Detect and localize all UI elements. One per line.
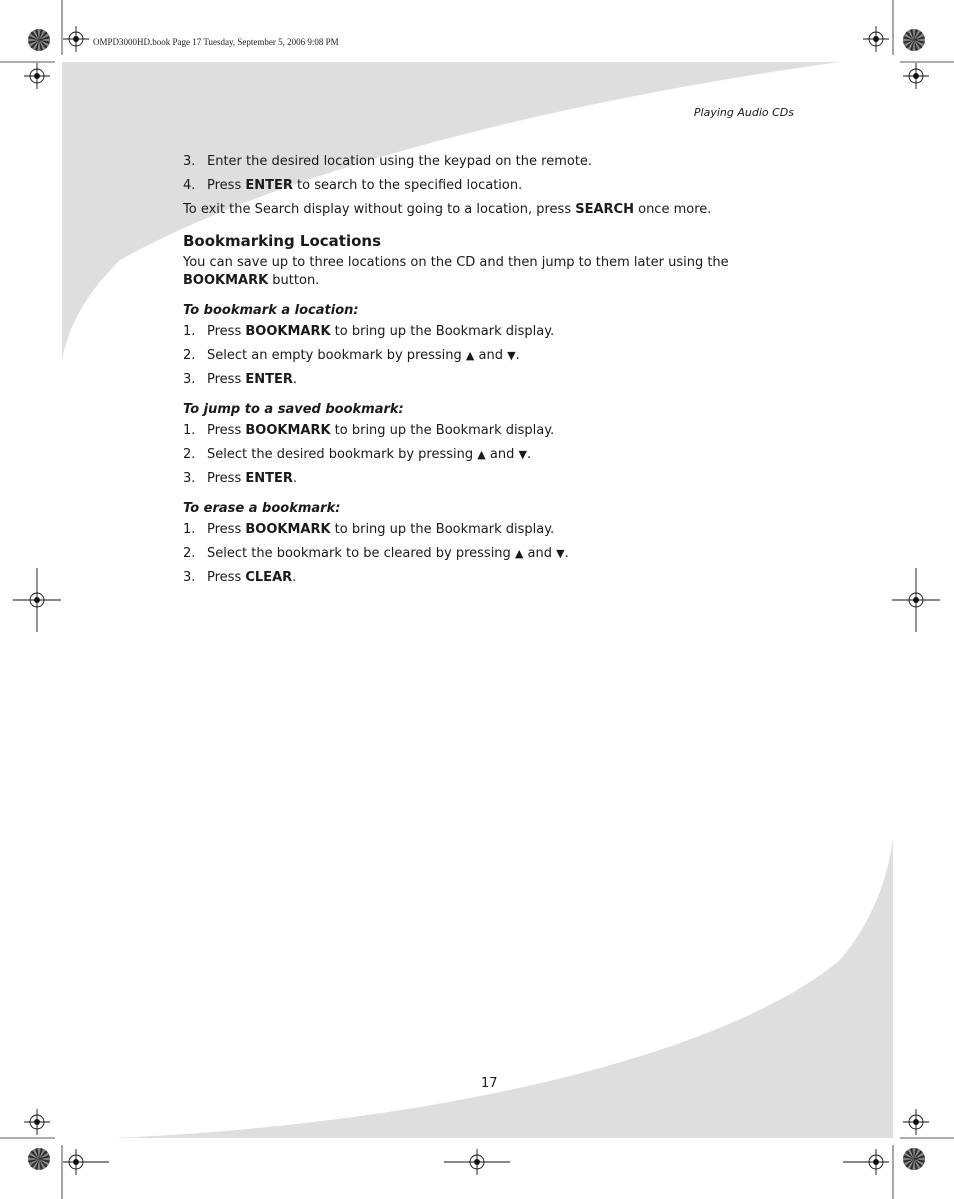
- step-text: .: [515, 348, 520, 363]
- page-number: 17: [481, 1076, 498, 1091]
- step-text: and: [485, 447, 519, 462]
- step-text: Press: [207, 471, 246, 486]
- step-text: Enter the desired location using the keypad on the remote.: [207, 154, 593, 169]
- key-name: BOOKMARK: [245, 522, 331, 537]
- step-text: to bring up the Bookmark display.: [330, 522, 555, 537]
- step-text: to bring up the Bookmark display.: [330, 324, 555, 339]
- step-text: .: [564, 546, 569, 561]
- step-number: 4.: [183, 178, 196, 193]
- step-text: .: [292, 372, 298, 387]
- intro-text: button.: [268, 273, 320, 288]
- list-item: [183, 545, 803, 563]
- procedure-title: To bookmark a location:: [183, 303, 359, 318]
- registration-mark-icon: [63, 1149, 109, 1175]
- step-number: 2.: [183, 447, 196, 462]
- step-text: to bring up the Bookmark display.: [330, 423, 555, 438]
- running-head: Playing Audio CDs: [693, 106, 794, 119]
- bottom-swoosh: [115, 838, 893, 1138]
- step-number: 1.: [183, 324, 196, 339]
- step-text: Press: [207, 372, 246, 387]
- down-arrow-icon: ▼: [507, 349, 516, 362]
- registration-mark-icon: [863, 26, 889, 52]
- print-slug: OMPD3000HD.book Page 17 Tuesday, September 5, 2006 9:08 PM: [93, 37, 339, 47]
- step-number: 2.: [183, 348, 196, 363]
- procedure-erase: [183, 500, 803, 587]
- procedure-bookmark: [183, 302, 803, 389]
- key-name: BOOKMARK: [245, 423, 331, 438]
- list-item: [183, 323, 803, 341]
- note-text: once more.: [633, 202, 712, 217]
- list-item: [183, 422, 803, 440]
- starburst-target-icon: [28, 1148, 50, 1170]
- list-item: [183, 153, 803, 171]
- starburst-target-icon: [28, 29, 50, 51]
- section-heading: Bookmarking Locations: [183, 232, 382, 250]
- down-arrow-icon: ▼: [556, 547, 565, 560]
- key-name: ENTER: [245, 471, 293, 486]
- key-name: ENTER: [245, 372, 293, 387]
- step-number: 3.: [183, 372, 196, 387]
- step-text: Press: [207, 178, 246, 193]
- step-text: Select the bookmark to be cleared by pressing: [207, 546, 515, 561]
- list-item: [183, 569, 803, 587]
- step-number: 3.: [183, 154, 196, 169]
- registration-mark-icon: [24, 1109, 50, 1135]
- key-name: SEARCH: [575, 202, 634, 217]
- registration-mark-icon: [63, 26, 89, 52]
- procedure-jump: [183, 401, 803, 488]
- starburst-target-icon: [903, 1148, 925, 1170]
- key-name: BOOKMARK: [245, 324, 331, 339]
- key-name: CLEAR: [245, 570, 293, 585]
- list-item: [183, 347, 803, 365]
- step-number: 2.: [183, 546, 196, 561]
- section-intro: [183, 254, 803, 290]
- list-item: [183, 521, 803, 539]
- up-arrow-icon: ▲: [465, 349, 475, 362]
- step-text: and: [523, 546, 557, 561]
- registration-mark-icon: [13, 568, 61, 632]
- starburst-target-icon: [903, 29, 925, 51]
- registration-mark-icon: [24, 63, 50, 89]
- registration-mark-icon: [444, 1149, 510, 1175]
- list-item: [183, 371, 803, 389]
- step-text: Press: [207, 522, 246, 537]
- registration-mark-icon: [892, 568, 940, 632]
- key-name: ENTER: [245, 178, 293, 193]
- step-text: .: [292, 471, 298, 486]
- step-text: Press: [207, 423, 246, 438]
- procedure-title: To jump to a saved bookmark:: [183, 402, 404, 417]
- key-name: BOOKMARK: [183, 273, 269, 288]
- up-arrow-icon: ▲: [514, 547, 524, 560]
- exit-note: [183, 201, 803, 219]
- down-arrow-icon: ▼: [518, 448, 527, 461]
- step-number: 3.: [183, 471, 196, 486]
- step-text: Press: [207, 324, 246, 339]
- page-content: [183, 153, 803, 593]
- step-number: 1.: [183, 522, 196, 537]
- step-number: 1.: [183, 423, 196, 438]
- step-text: Select the desired bookmark by pressing: [207, 447, 478, 462]
- list-item: [183, 470, 803, 488]
- registration-mark-icon: [843, 1149, 889, 1175]
- list-item: [183, 177, 803, 195]
- registration-mark-icon: [903, 63, 929, 89]
- step-text: .: [526, 447, 532, 462]
- note-text: To exit the Search display without going to a location, press: [183, 202, 576, 217]
- step-text: Press: [207, 570, 246, 585]
- step-text: .: [292, 570, 297, 585]
- step-text: to search to the specified location.: [292, 178, 523, 193]
- step-text: and: [474, 348, 508, 363]
- step-number: 3.: [183, 570, 196, 585]
- step-text: Select an empty bookmark by pressing: [207, 348, 466, 363]
- registration-mark-icon: [903, 1109, 929, 1135]
- list-item: [183, 446, 803, 464]
- up-arrow-icon: ▲: [477, 448, 486, 461]
- procedure-title: To erase a bookmark:: [183, 501, 341, 516]
- intro-text: You can save up to three locations on the CD and then jump to them later using the: [183, 255, 729, 270]
